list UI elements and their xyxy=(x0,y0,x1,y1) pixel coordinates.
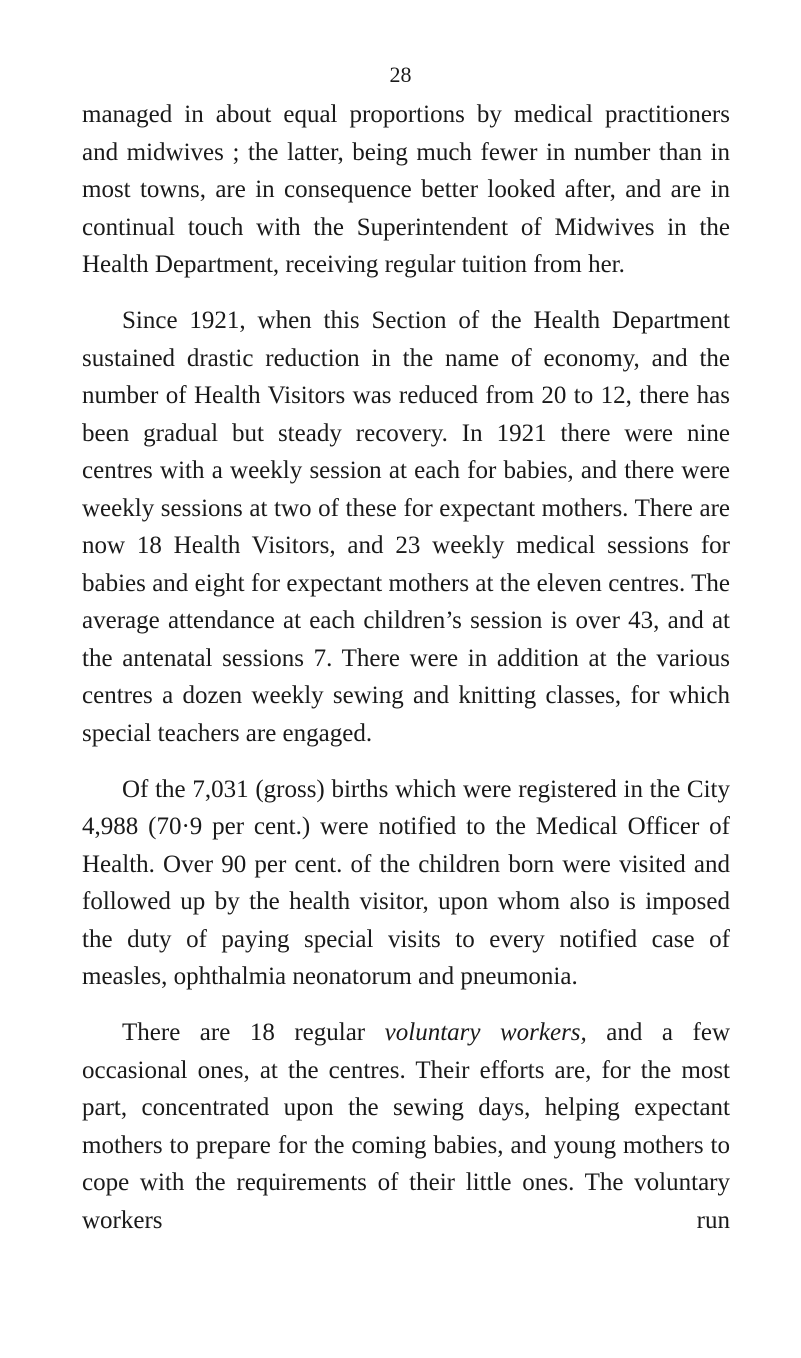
paragraph-midwives: managed in about equal proportions by medical practitioners and midwives ; the latter, being much fewer in number than in most towns, are in consequence better looked after, and are in continual touch with the Superintendent of Midwives in the Health Department, receiving regular tuition from her. xyxy=(82,101,730,278)
paragraph-voluntary-workers xyxy=(82,1014,730,1239)
paragraph-text-before: There are 18 regular xyxy=(122,1019,385,1046)
page-number: 28 xyxy=(389,62,412,87)
paragraph-births: Of the 7,031 (gross) births which were registered in the City 4,988 (70·9 per cent.) were notified to the Medical Officer of Health. Over 90 per cent. of the children born were visited and followed up by the health visitor, upon whom also is imposed the duty of paying special visits to every notified case of measles, ophthalmia neonatorum and pneumonia. xyxy=(82,775,730,990)
voluntary-workers-emphasis: voluntary workers, xyxy=(384,1019,587,1046)
paragraph-text-after: and a few occasional ones, at the centres. Their efforts are, for the most part, concentrated upon the sewing days, helping expectant mothers to prepare for the coming babies, and young mothers to cope with the requirements of their little ones. The voluntary workers run xyxy=(82,1019,730,1234)
body-text xyxy=(82,96,730,1239)
paragraph-health-visitors: Since 1921, when this Section of the Health Department sustained drastic reduction in the name of economy, and the number of Health Visitors was reduced from 20 to 12, there has been gradual but steady recovery. In 1921 there were nine centres with a weekly session at each for babies, and there were weekly sessions at two of these for expectant mothers. There are now 18 Health Visitors, and 23 weekly medical sessions for babies and eight for expectant mothers at the eleven centres. The average attendance at each children’s session is over 43, and at the antenatal sessions 7. There were in addition at the various centres a dozen weekly sewing and knitting classes, for which special teachers are engaged. xyxy=(82,307,730,747)
